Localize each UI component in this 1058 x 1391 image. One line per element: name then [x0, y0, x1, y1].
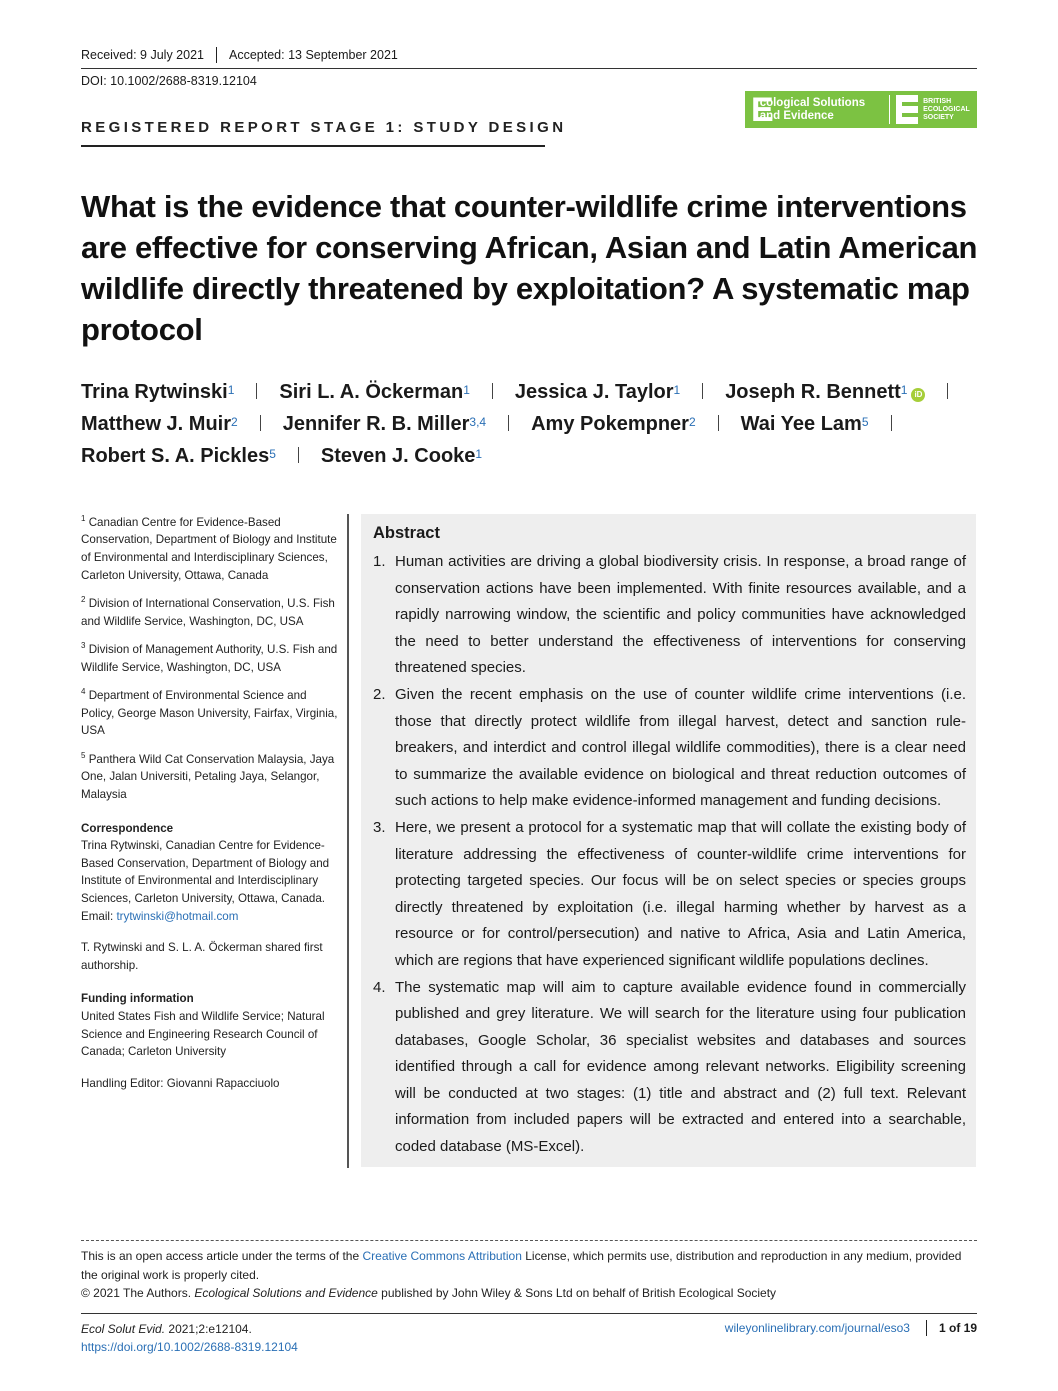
affiliation: $^3$ Division of Management Authority, U.S. Fish and Wildlife Service, Washington, DC, USA	[81, 641, 338, 674]
author[interactable]: Wai Yee Lam$^5$	[740, 413, 869, 435]
affiliation: $^2$ Division of International Conservation, U.S. Fish and Wildlife Service, Washington, DC, USA	[81, 595, 335, 628]
citation: Ecol Solut Evid. 2021;2:e12104. https://doi.org/10.1002/2688-8319.12104	[81, 1322, 298, 1354]
doi-link[interactable]: https://doi.org/10.1002/2688-8319.12104	[81, 1340, 298, 1354]
divider	[216, 47, 217, 63]
funding-text: United States Fish and Wildlife Service; Natural Science and Engineering Research Council of Canada; Carleton University	[81, 1009, 325, 1059]
affiliation: $^4$ Department of Environmental Science and Policy, George Mason University, Fairfax, Virginia, USA	[81, 687, 338, 738]
affiliation-marker: 5	[269, 447, 276, 461]
divider	[926, 1320, 927, 1336]
abstract-item: 1. Human activities are driving a global biodiversity crisis. In response, a broad range of conservation actions have been implemented. With finite resources available, and a rapidly narrowing window, the scientific and policy communities have acknowledged the need to better understand the effectiveness of interventions for conserving threatened species.	[373, 553, 966, 677]
author[interactable]: Steven J. Cooke$^1$	[320, 445, 483, 467]
article-title: What is the evidence that counter-wildlife crime interventions are effective for conserving African, Asian and Latin American wildlife directly threatened by exploitation? A systematic map protocol	[81, 189, 978, 347]
correspondence-email: Email: trytwinski@hotmail.com	[81, 909, 239, 923]
email-link[interactable]: trytwinski@hotmail.com	[116, 909, 239, 923]
affiliation-marker: 2	[231, 415, 238, 429]
shared-authorship-note: T. Rytwinski and S. L. A. Öckerman shared first authorship.	[81, 941, 323, 972]
author-list	[81, 376, 981, 472]
footer-rule	[81, 1313, 977, 1314]
affiliation-marker: 2	[688, 415, 696, 429]
affiliation-marker: 1	[673, 383, 681, 397]
author-separator	[891, 415, 892, 431]
orcid-icon[interactable]: iD	[911, 388, 925, 402]
copyright: © 2021 The Authors. Ecological Solutions and Evidence published by John Wiley & Sons Ltd on behalf of British Ecological Society	[81, 1286, 777, 1300]
author-separator	[508, 415, 509, 431]
author-separator	[260, 415, 261, 431]
author-separator	[947, 383, 948, 399]
author[interactable]: Matthew J. Muir$^2$	[81, 413, 238, 435]
journal-logo[interactable]	[745, 91, 977, 128]
bes-logo-icon	[896, 95, 918, 124]
logo-divider	[889, 95, 890, 124]
author[interactable]: Amy Pokempner$^2$	[531, 413, 696, 435]
abstract-list	[373, 549, 966, 1161]
handling-editor: Handling Editor: Giovanni Rapacciuolo	[81, 1076, 280, 1090]
affiliation-marker: 3,4	[469, 415, 487, 429]
journal-logo-text: cological Solutions and Evidence	[759, 96, 866, 122]
affiliation: $^5$ Panthera Wild Cat Conservation Malaysia, Jaya One, Jalan Universiti, Petaling Jaya, Selangor, Malaysia	[81, 750, 335, 802]
license-link[interactable]: Creative Commons Attribution	[362, 1249, 522, 1263]
column-divider	[347, 514, 349, 1168]
received-date: Received: 9 July 2021	[81, 48, 204, 62]
society-name: BRITISH ECOLOGICAL SOCIETY	[923, 97, 970, 121]
affiliation: $^1$ Canadian Centre for Evidence-Based Conservation, Department of Biology and Institute of Environmental and Interdisciplinary Sciences, Carleton University, Ottawa, Canada	[81, 514, 337, 582]
affiliation-marker: 1	[227, 383, 235, 397]
author-separator	[702, 383, 703, 399]
article-dates	[81, 47, 398, 63]
report-type-rule	[81, 145, 545, 147]
affiliation-marker: 1	[475, 447, 483, 461]
abstract-heading: Abstract	[373, 524, 440, 542]
journal-site-link[interactable]: wileyonlinelibrary.com/journal/eso3	[724, 1321, 910, 1335]
page-number: 1 of 19	[938, 1321, 977, 1335]
accepted-date: Accepted: 13 September 2021	[229, 48, 398, 62]
license-notice: This is an open access article under the terms of the Creative Commons Attribution License, which permits use, distribution and reproduction in any medium, provided the original work is properly cited. © 2021 The Authors. Ecological Solutions and Evidence published by John Wiley & Sons Ltd on behalf of British Ecological Society	[81, 1247, 981, 1303]
author-separator	[256, 383, 257, 399]
affiliation-marker: 5	[861, 415, 869, 429]
report-type-label: REGISTERED REPORT STAGE 1: STUDY DESIGN	[81, 119, 567, 136]
abstract-item: 4. The systematic map will aim to capture available evidence found in commercially published and grey literature. We will search for the literature using four publication databases, Google Scholar, 36 specialist websites and databases and sources identified through a call for evidence among relevant networks. Eligibility screening will be conducted at two stages: (1) title and abstract and (2) full text. Relevant information from included papers will be extracted and entered into a searchable, coded database (MS-Excel).	[373, 978, 966, 1156]
author[interactable]: Joseph R. Bennett$^1$ iD	[725, 381, 925, 403]
funding-heading: Funding information	[81, 992, 194, 1006]
author[interactable]: Robert S. A. Pickles$^5$	[81, 445, 276, 467]
author[interactable]: Jessica J. Taylor$^1$	[514, 381, 681, 403]
author[interactable]: Jennifer R. B. Miller$^{3,4}$	[282, 413, 487, 435]
journal-logo-letter: E	[751, 90, 774, 129]
correspondence-heading: Correspondence	[81, 821, 174, 835]
footer-right	[725, 1320, 977, 1336]
correspondence-text: Trina Rytwinski, Canadian Centre for Evidence-Based Conservation, Department of Biology and Institute of Environmental and Interdisciplinary Sciences, Carleton University, Ottawa, Canada.	[81, 839, 330, 905]
author-separator	[298, 447, 299, 463]
sidebar-metadata	[81, 510, 339, 1092]
affiliation-marker: 1	[463, 383, 470, 397]
author[interactable]: Siri L. A. Öckerman$^1$	[279, 381, 470, 403]
affiliation-marker: 1	[900, 383, 908, 397]
author-separator	[718, 415, 719, 431]
abstract-item: 2. Given the recent emphasis on the use of counter wildlife crime interventions (i.e. those that directly protect wildlife from illegal harvest, detect and sanction rule-breakers, and interdict and control illegal wildlife commodities), there is a clear need to summarize the available evidence on biological and threat reduction outcomes of such actions to help make evidence-informed management and funding decisions.	[373, 685, 966, 810]
footer-dashed-rule	[81, 1240, 977, 1241]
author[interactable]: Trina Rytwinski$^1$	[81, 381, 235, 403]
author-separator	[492, 383, 493, 399]
article-doi: DOI: 10.1002/2688-8319.12104	[81, 74, 257, 88]
abstract-item: 3. Here, we present a protocol for a systematic map that will collate the existing body of literature addressing the effectiveness of counter-wildlife crime interventions for protecting targeted species. Our focus will be on select species or species groups directly threatened by exploitation (i.e. illegal harming whether by harvest as a resource or for control/persecution) and native to Africa, Asia and Latin America, which are regions that have experienced significant wildlife populations declines.	[373, 818, 966, 969]
header-rule	[81, 68, 977, 69]
